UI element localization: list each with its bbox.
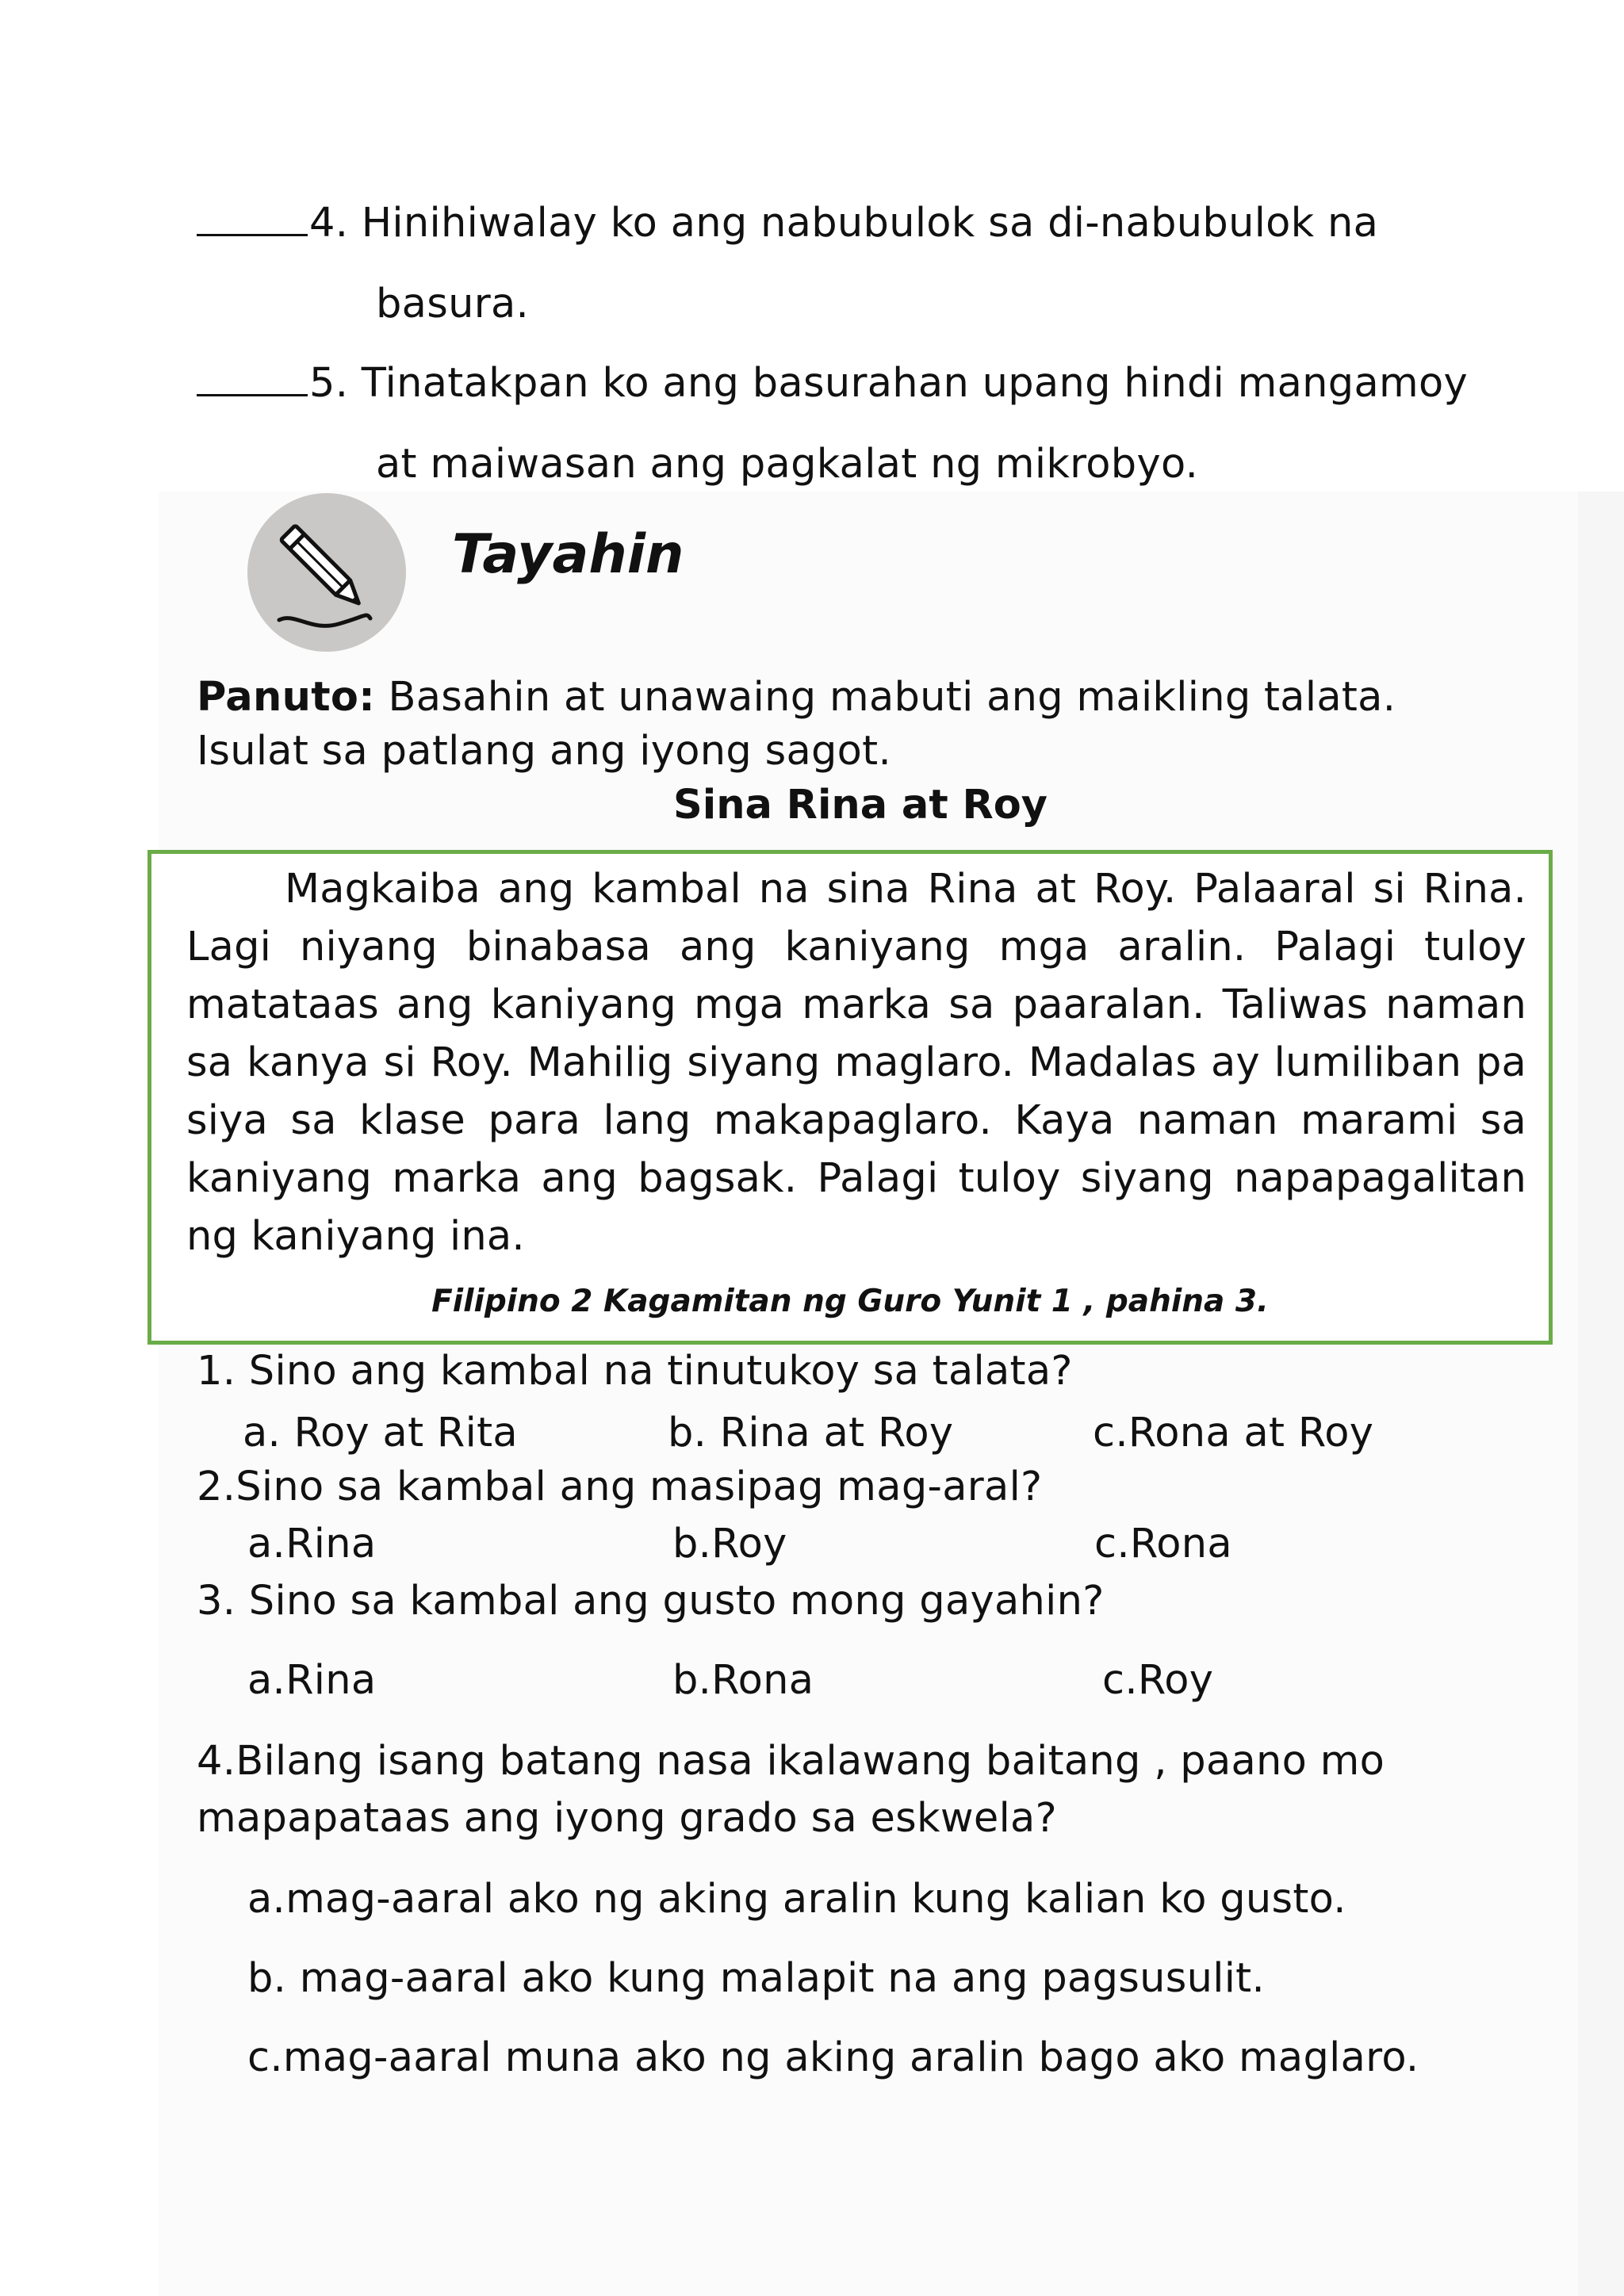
question-4-line2: mapapataas ang iyong grado sa eskwela?: [197, 1795, 1057, 1842]
question-3-choice-c[interactable]: c.Roy: [1102, 1657, 1214, 1704]
question-1-choice-c[interactable]: c.Rona at Roy: [1093, 1410, 1374, 1456]
item-4-line1: [197, 200, 1378, 247]
story-paragraph: Magkaiba ang kambal na sina Rina at Roy. Palaaral si Rina. Lagi niyang binabasa ang kaniyang mga aralin. Palagi tuloy matataas ang kaniyang mga marka sa paaralan. Taliwas naman sa kanya si Roy. Mahilig siyang maglaro. Madalas ay lumiliban pa siya sa klase para lang makapaglaro. Kaya naman marami sa kaniyang marka ang bagsak. Palagi tuloy siyang napapagalitan ng kaniyang ina.: [186, 866, 1526, 1260]
item-5-line2: at maiwasan ang pagkalat ng mikrobyo.: [376, 441, 1199, 488]
answer-blank-5[interactable]: [197, 362, 308, 396]
question-1: 1. Sino ang kambal na tinutukoy sa talata?: [197, 1348, 1073, 1395]
story-title: Sina Rina at Roy: [672, 782, 1048, 828]
item-5-number: 5.: [309, 360, 349, 407]
instructions-line2: Isulat sa patlang ang iyong sagot.: [197, 728, 891, 775]
question-4-line1: 4.Bilang isang batang nasa ikalawang baitang , paano mo: [197, 1738, 1385, 1785]
item-4-number: 4.: [309, 200, 349, 247]
instructions-line1: [197, 674, 1396, 721]
question-4-choice-b[interactable]: b. mag-aaral ako kung malapit na ang pagsusulit.: [247, 1955, 1265, 2002]
answer-blank-4[interactable]: [197, 202, 308, 236]
question-1-choice-a[interactable]: a. Roy at Rita: [243, 1410, 518, 1456]
item-4-line2: basura.: [376, 281, 530, 327]
question-1-choice-b[interactable]: b. Rina at Roy: [668, 1410, 954, 1456]
question-2-choice-b[interactable]: b.Roy: [672, 1521, 787, 1567]
story-source: Filipino 2 Kagamitan ng Guro Yunit 1 , pahina 3.: [431, 1284, 1269, 1319]
question-2-choice-a[interactable]: a.Rina: [247, 1521, 377, 1567]
question-4-choice-a[interactable]: a.mag-aaral ako ng aking aralin kung kalian ko gusto.: [247, 1876, 1346, 1923]
pencil-icon: [247, 493, 406, 652]
item-5-text: Tinatakpan ko ang basurahan upang hindi mangamoy: [361, 360, 1468, 407]
item-4-text: Hinihiwalay ko ang nabubulok sa di-nabubulok na: [361, 200, 1379, 247]
question-3-choice-b[interactable]: b.Rona: [672, 1657, 814, 1704]
instructions-text: Basahin at unawaing mabuti ang maikling talata.: [388, 674, 1396, 721]
page-background-edge: [1578, 492, 1624, 2296]
question-4-choice-c[interactable]: c.mag-aaral muna ako ng aking aralin bago ako maglaro.: [247, 2034, 1419, 2081]
question-2: 2.Sino sa kambal ang masipag mag-aral?: [197, 1464, 1043, 1510]
question-2-choice-c[interactable]: c.Rona: [1094, 1521, 1232, 1567]
question-3: 3. Sino sa kambal ang gusto mong gayahin?: [197, 1578, 1105, 1624]
story-box: [147, 850, 1553, 1345]
item-5-line1: [197, 360, 1468, 407]
section-title: Tayahin: [452, 523, 684, 586]
instructions-label: Panuto:: [197, 674, 375, 721]
question-3-choice-a[interactable]: a.Rina: [247, 1657, 377, 1704]
